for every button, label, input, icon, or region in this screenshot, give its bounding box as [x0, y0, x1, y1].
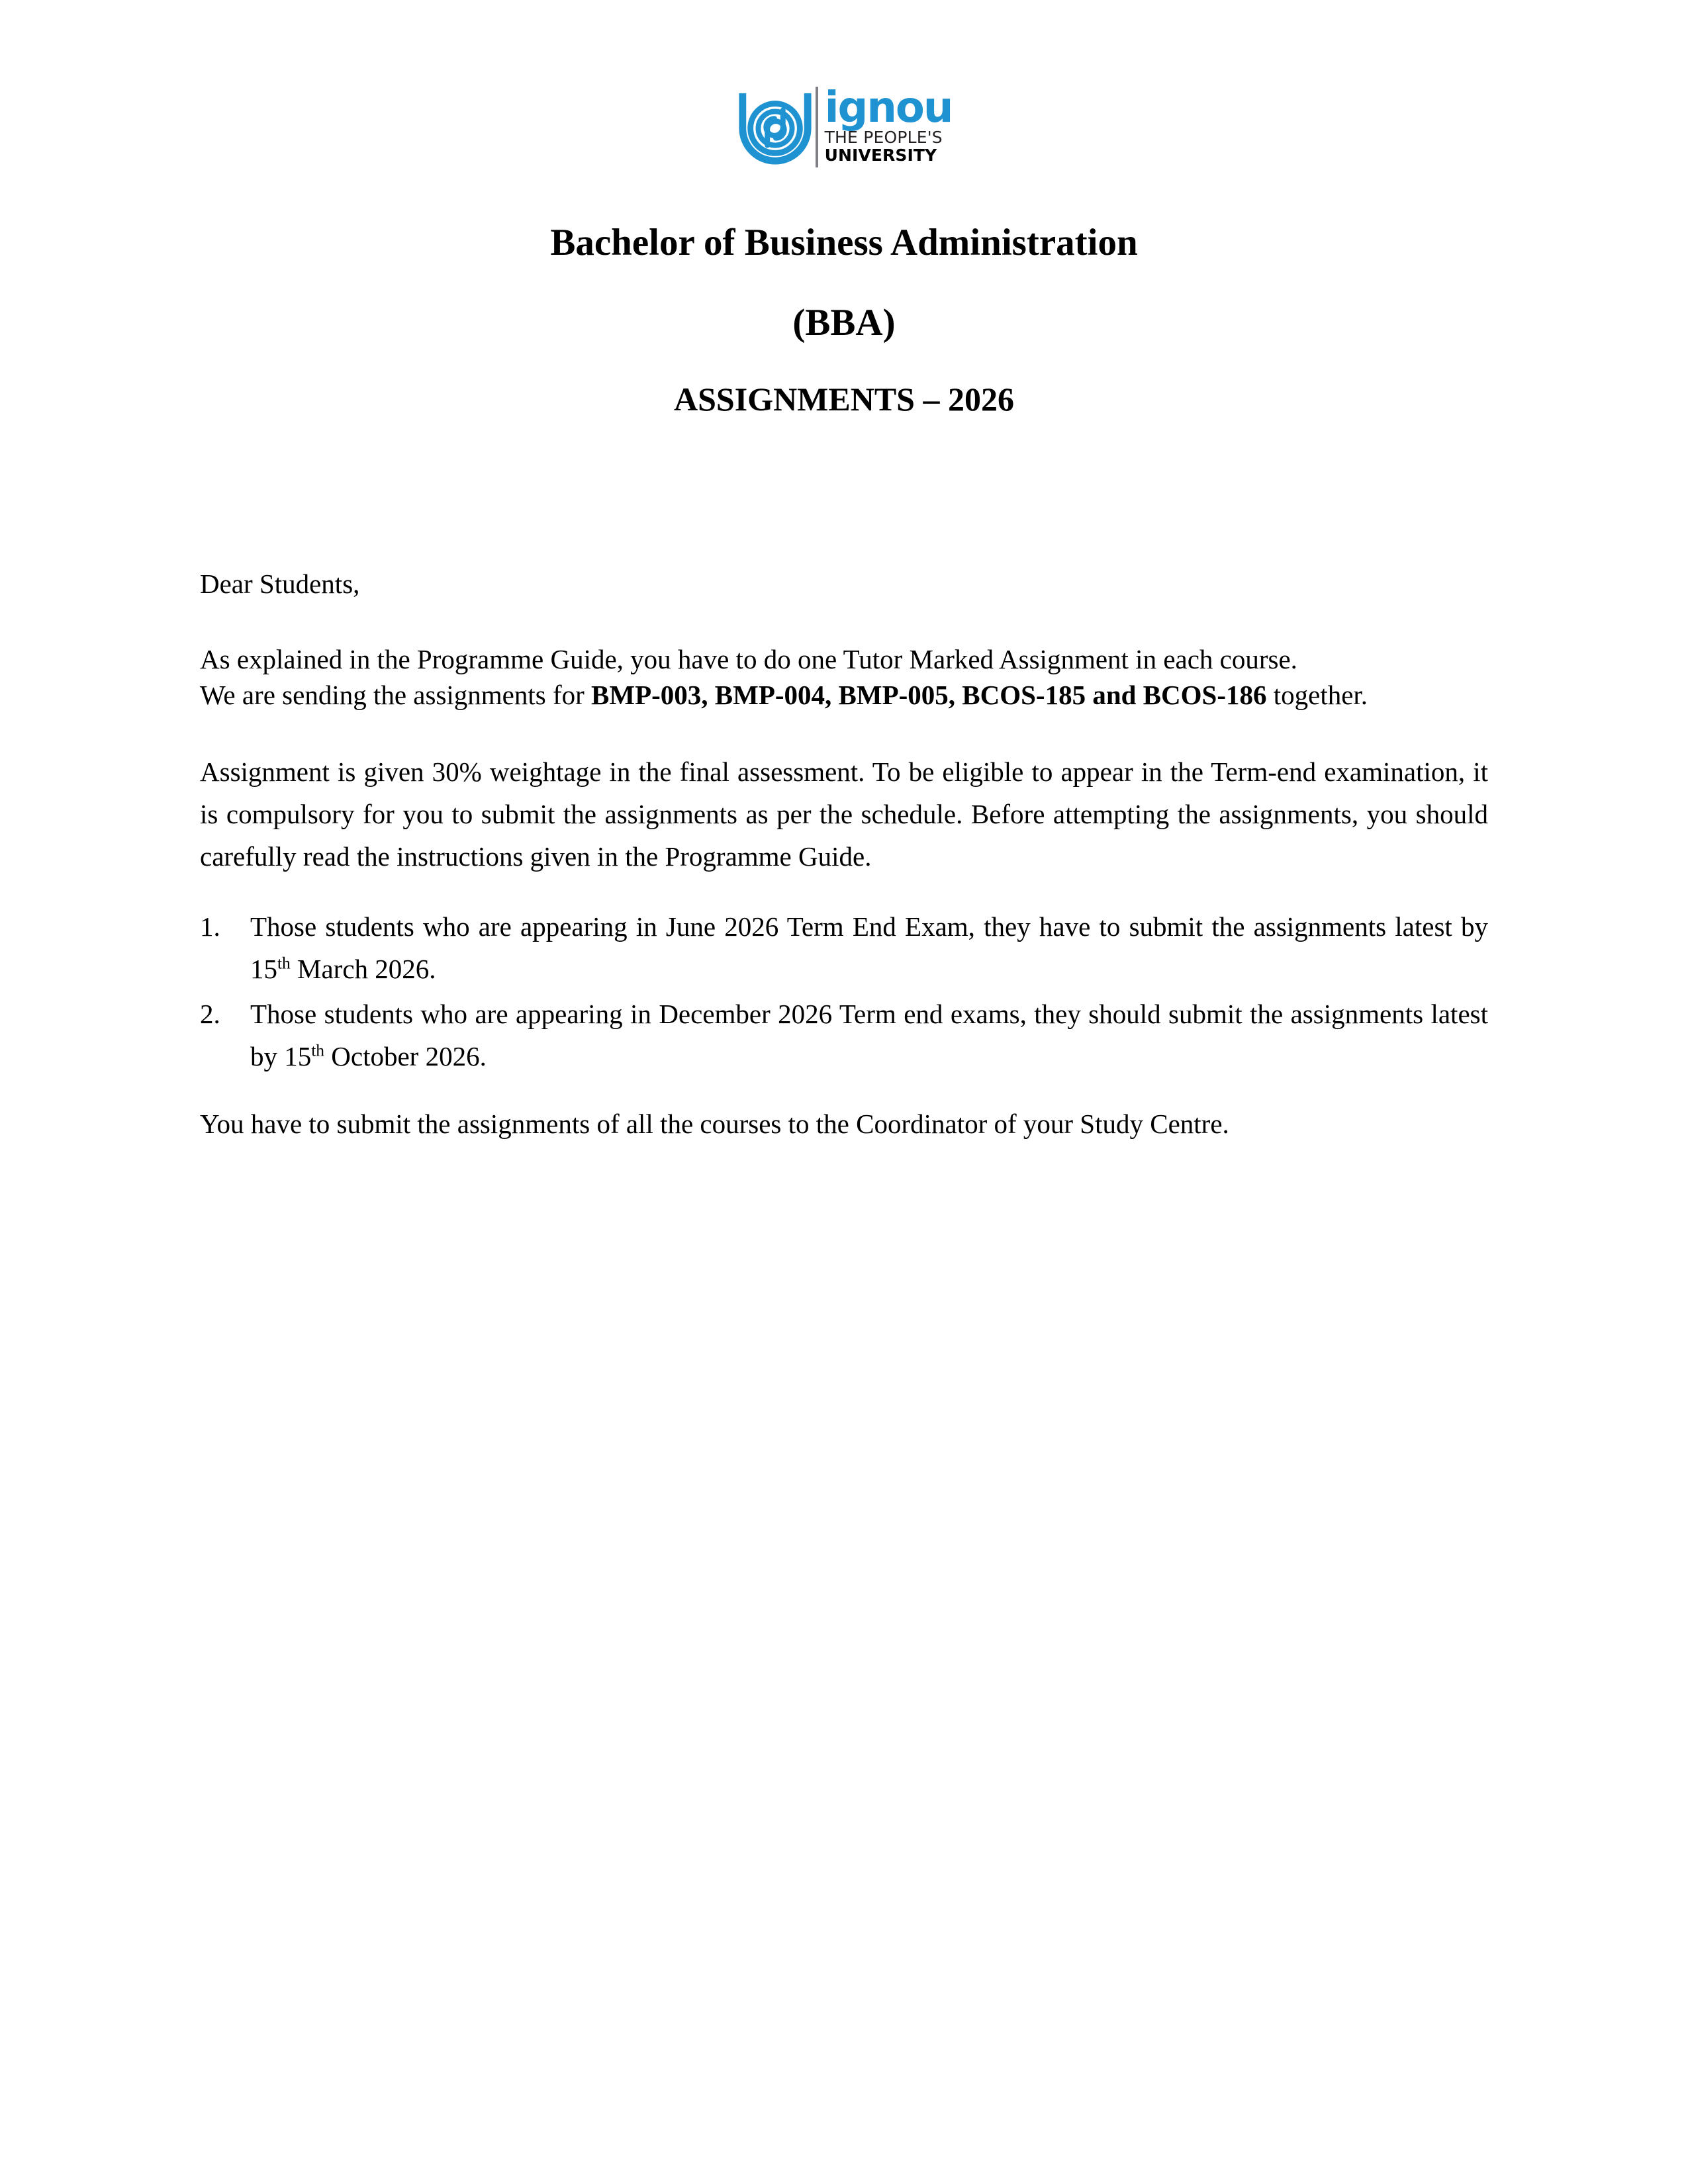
list-item-text-before: Those students who are appearing in June 2026 Term End Exam, they have to submit the assignments latest by 15: [250, 911, 1488, 985]
ignou-logo: [736, 85, 953, 169]
logo-wordmark-group: [824, 83, 953, 168]
ordinal-suffix: th: [311, 1041, 325, 1060]
logo-divider: [816, 87, 818, 167]
list-item-text-before: Those students who are appearing in December 2026 Term end exams, they should submit the assignments latest by 15: [250, 999, 1488, 1072]
sending-paragraph: [200, 677, 1488, 713]
salutation: Dear Students,: [200, 569, 360, 599]
sending-suffix: together.: [1266, 680, 1368, 711]
title-block: [200, 224, 1488, 416]
logo-header: [0, 85, 1688, 169]
ordinal-suffix: th: [277, 954, 291, 973]
list-item-marker: 1.: [200, 911, 220, 942]
list-item-text-after: October 2026.: [324, 1041, 487, 1072]
page-title: Bachelor of Business Administration: [550, 222, 1138, 263]
logo-tagline-line1: THE PEOPLE'S: [824, 128, 943, 148]
list-item-marker: 2.: [200, 999, 220, 1030]
logo-wordmark: ignou: [824, 83, 953, 132]
list-item-text-after: March 2026.: [290, 954, 436, 985]
intro-paragraph: As explained in the Programme Guide, you have to do one Tutor Marked Assignment in each course.: [200, 644, 1297, 675]
ignou-emblem-icon: [736, 88, 814, 166]
logo-tagline-line2: UNIVERSITY: [824, 145, 937, 165]
course-codes: BMP-003, BMP-004, BMP-005, BCOS-185 and BCOS-186: [591, 680, 1267, 711]
list-item: [200, 906, 1488, 991]
weightage-paragraph: Assignment is given 30% weightage in the final assessment. To be eligible to appear in the Term-end examination, it is compulsory for you to submit the assignments as per the schedule. Before attempting the assignments, you should carefully read the instructions given in the Programme Guide.: [200, 756, 1488, 872]
sending-prefix: We are sending the assignments for: [200, 680, 592, 711]
programme-abbreviation: (BBA): [792, 302, 896, 343]
body-content: [200, 566, 1488, 1142]
submission-deadline-list: [200, 906, 1488, 1078]
assignments-heading: ASSIGNMENTS – 2026: [674, 381, 1014, 418]
list-item: [200, 993, 1488, 1078]
closing-paragraph: You have to submit the assignments of all the courses to the Coordinator of your Study Centre.: [200, 1109, 1229, 1139]
